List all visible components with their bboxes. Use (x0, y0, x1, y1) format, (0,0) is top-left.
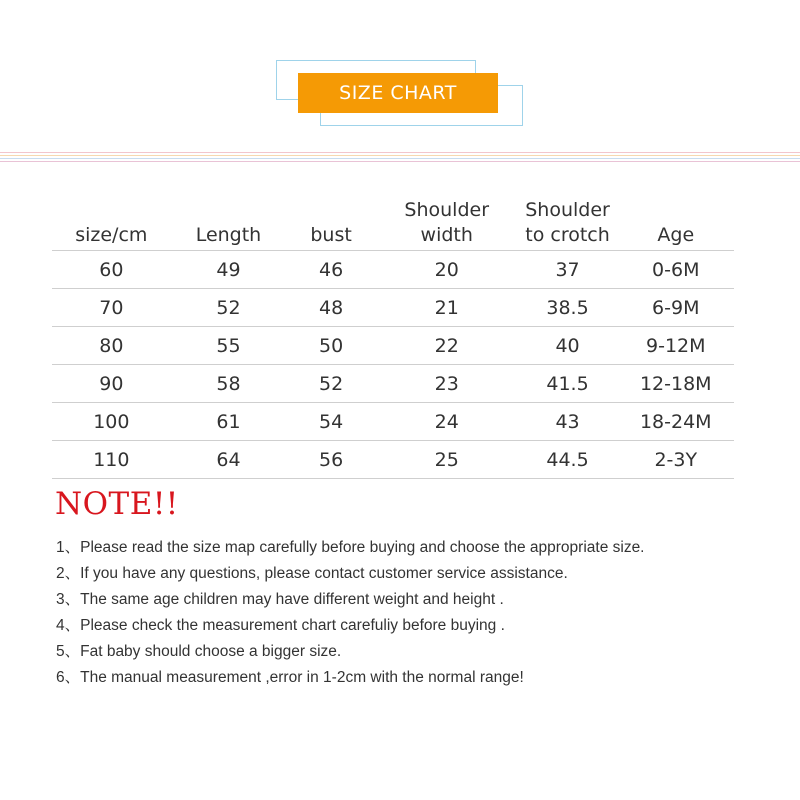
note-item: 3、The same age children may have different weight and height . (56, 591, 504, 608)
table-cell: 20 (376, 251, 518, 289)
table-cell: 54 (286, 403, 376, 441)
table-cell: 37 (518, 251, 618, 289)
stripe-line (0, 161, 800, 162)
table-cell: 41.5 (518, 365, 618, 403)
decorative-stripes (0, 152, 800, 166)
stripe-line (0, 158, 800, 159)
table-header-row (52, 192, 734, 251)
table-cell: 12-18M (618, 365, 734, 403)
table-cell: 38.5 (518, 289, 618, 327)
header-bust: bust (286, 192, 376, 251)
table-cell: 9-12M (618, 327, 734, 365)
stripe-line (0, 152, 800, 153)
table-cell: 25 (376, 441, 518, 479)
note-item: 5、Fat baby should choose a bigger size. (56, 643, 342, 660)
table-cell: 55 (171, 327, 287, 365)
table-cell: 90 (52, 365, 171, 403)
table-cell: 70 (52, 289, 171, 327)
table-cell: 43 (518, 403, 618, 441)
table-cell: 48 (286, 289, 376, 327)
table-row (52, 289, 734, 327)
table-cell: 22 (376, 327, 518, 365)
table-cell: 0-6M (618, 251, 734, 289)
header-length: Length (171, 192, 287, 251)
table-cell: 60 (52, 251, 171, 289)
table-cell: 21 (376, 289, 518, 327)
stripe-line (0, 155, 800, 156)
table-row (52, 441, 734, 479)
note-item: 1、Please read the size map carefully before buying and choose the appropriate size. (56, 539, 645, 556)
note-item: 2、If you have any questions, please contact customer service assistance. (56, 565, 568, 582)
table-cell: 2-3Y (618, 441, 734, 479)
size-table (52, 192, 734, 479)
header-size: size/cm (52, 192, 171, 251)
table-cell: 80 (52, 327, 171, 365)
table-cell: 6-9M (618, 289, 734, 327)
table-row (52, 403, 734, 441)
table-cell: 50 (286, 327, 376, 365)
table-cell: 58 (171, 365, 287, 403)
header-shoulder-width: Shoulder width (376, 192, 518, 251)
note-list (56, 538, 645, 694)
table-cell: 40 (518, 327, 618, 365)
size-chart-banner (276, 60, 526, 130)
table-row (52, 365, 734, 403)
table-cell: 49 (171, 251, 287, 289)
table-row (52, 327, 734, 365)
note-title: NOTE!! (55, 486, 179, 522)
table-cell: 64 (171, 441, 287, 479)
table-cell: 52 (171, 289, 287, 327)
note-item: 4、Please check the measurement chart carefuliy before buying . (56, 617, 505, 634)
table-cell: 23 (376, 365, 518, 403)
table-cell: 56 (286, 441, 376, 479)
table-cell: 18-24M (618, 403, 734, 441)
table-cell: 110 (52, 441, 171, 479)
table-cell: 46 (286, 251, 376, 289)
table-cell: 44.5 (518, 441, 618, 479)
header-shoulder-to-crotch: Shoulder to crotch (518, 192, 618, 251)
table-row (52, 251, 734, 289)
table-cell: 100 (52, 403, 171, 441)
banner-title: SIZE CHART (298, 73, 498, 113)
note-item: 6、The manual measurement ,error in 1-2cm with the normal range! (56, 669, 524, 686)
header-age: Age (618, 192, 734, 251)
table-cell: 24 (376, 403, 518, 441)
table-cell: 52 (286, 365, 376, 403)
table-cell: 61 (171, 403, 287, 441)
